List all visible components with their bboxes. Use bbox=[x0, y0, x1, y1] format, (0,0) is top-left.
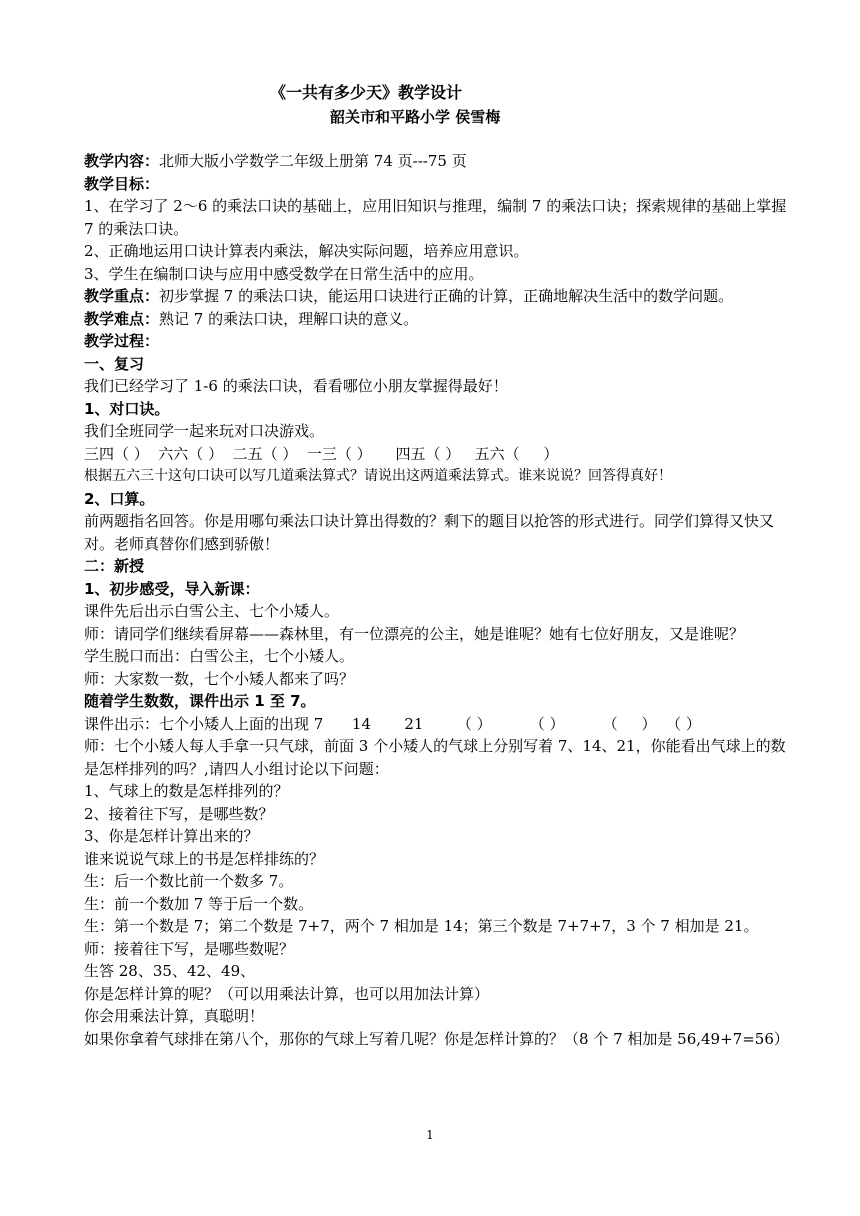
body-line: 如果你拿着气球排在第八个，那你的气球上写着几呢？你是怎样计算的？（8 个 7 相加是 56,49+7=56） bbox=[84, 1029, 789, 1048]
key-label: 教学重点： bbox=[84, 287, 160, 305]
body-line: 3、你是怎样计算出来的？ bbox=[84, 827, 259, 845]
body-line: 师：大家数一数，七个小矮人都来了吗？ bbox=[84, 669, 355, 688]
new-heading: 二：新授 bbox=[84, 557, 145, 575]
body-line: 课件先后出示白雪公主、七个小矮人。 bbox=[84, 602, 340, 620]
body-line: 你是怎样计算的呢？（可以用乘法计算，也可以用加法计算） bbox=[84, 984, 490, 1003]
new-subheading: 1、初步感受，导入新课： bbox=[84, 579, 260, 598]
body-line: 师：七个小矮人每人手拿一只气球，前面 3 个小矮人的气球上分别写着 7、14、21，你能看出气球上的数是怎样排列的吗？,请四人小组讨论以下问题： bbox=[84, 737, 786, 778]
count-heading: 随着学生数数，课件出示 1 至 7。 bbox=[84, 692, 316, 710]
balloon-line: 课件出示：七个小矮人上面的出现 7 14 21 （ ） （ ） （ ） （ ） bbox=[84, 714, 701, 733]
dui-heading: 1、对口诀。 bbox=[84, 399, 170, 418]
body-line: 生答 28、35、42、49、 bbox=[84, 962, 256, 980]
review-heading: 一、复习 bbox=[84, 354, 145, 373]
body-line: 生：前一个数加 7 等于后一个数。 bbox=[84, 894, 314, 913]
goal-item: 2、正确地运用口诀计算表内乘法，解决实际问题，培养应用意识。 bbox=[84, 242, 529, 260]
document-title: 《一共有多少天》教学设计 bbox=[270, 83, 463, 102]
process-label: 教学过程： bbox=[84, 332, 160, 350]
key-point bbox=[84, 285, 790, 308]
body-line: 2、接着往下写，是哪些数？ bbox=[84, 804, 274, 823]
review-intro: 我们已经学习了 1-6 的乘法口诀，看看哪位小朋友掌握得最好！ bbox=[84, 377, 508, 395]
body-line: 生：第一个数是 7；第二个数是 7+7，两个 7 相加是 14；第三个数是 7+7+7，3 个 7 相加是 21。 bbox=[84, 917, 759, 935]
content-text: 北师大版小学数学二年级上册第 74 页---75 页 bbox=[159, 152, 467, 170]
goals-label: 教学目标： bbox=[84, 174, 160, 193]
key-text: 初步掌握 7 的乘法口诀，能运用口诀进行正确的计算，正确地解决生活中的数学问题。 bbox=[159, 287, 734, 305]
body-line: 1、气球上的数是怎样排列的？ bbox=[84, 782, 289, 800]
kousuan-text: 前两题指名回答。你是用哪句乘法口诀计算出得数的？剩下的题目以抢答的形式进行。同学们算得又快又对。老师真替你们感到骄傲！ bbox=[84, 512, 775, 553]
content-label: 教学内容： bbox=[84, 152, 160, 170]
author-line: 韶关市和平路小学 侯雪梅 bbox=[330, 108, 501, 126]
dui-followup: 根据五六三十这句口诀可以写几道乘法算式？请说出这两道乘法算式。谁来说说？回答得真好！ bbox=[84, 468, 672, 484]
dui-items: 三四（ ） 六六（ ） 二五（ ） 一三（ ） 四五（ ） 五六（ ） bbox=[84, 444, 559, 463]
body-line: 你会用乘法计算，真聪明！ bbox=[84, 1007, 265, 1025]
dui-intro: 我们全班同学一起来玩对口决游戏。 bbox=[84, 422, 325, 440]
document-body bbox=[84, 150, 790, 1050]
difficulty-text: 熟记 7 的乘法口诀，理解口诀的意义。 bbox=[159, 309, 419, 328]
body-line: 学生脱口而出：白雪公主，七个小矮人。 bbox=[84, 647, 355, 665]
body-line: 谁来说说气球上的书是怎样排练的？ bbox=[84, 849, 325, 868]
body-line: 生：后一个数比前一个数多 7。 bbox=[84, 872, 294, 890]
teaching-content bbox=[84, 150, 790, 173]
difficulty-label: 教学难点： bbox=[84, 309, 160, 328]
body-line: 师：请同学们继续看屏幕——森林里，有一位漂亮的公主，她是谁呢？她有七位好朋友，又是谁呢？ bbox=[84, 624, 745, 643]
body-line: 师：接着往下写，是哪些数呢？ bbox=[84, 939, 295, 958]
goal-item: 3、学生在编制口诀与应用中感受数学在日常生活中的应用。 bbox=[84, 264, 484, 283]
kousuan-heading: 2、口算。 bbox=[84, 489, 155, 508]
page-number: 1 bbox=[426, 1128, 434, 1142]
goal-item: 1、在学习了 2～6 的乘法口诀的基础上，应用旧知识与推理，编制 7 的乘法口诀；探索规律的基础上掌握 7 的乘法口诀。 bbox=[84, 197, 787, 238]
difficulty bbox=[84, 308, 790, 331]
